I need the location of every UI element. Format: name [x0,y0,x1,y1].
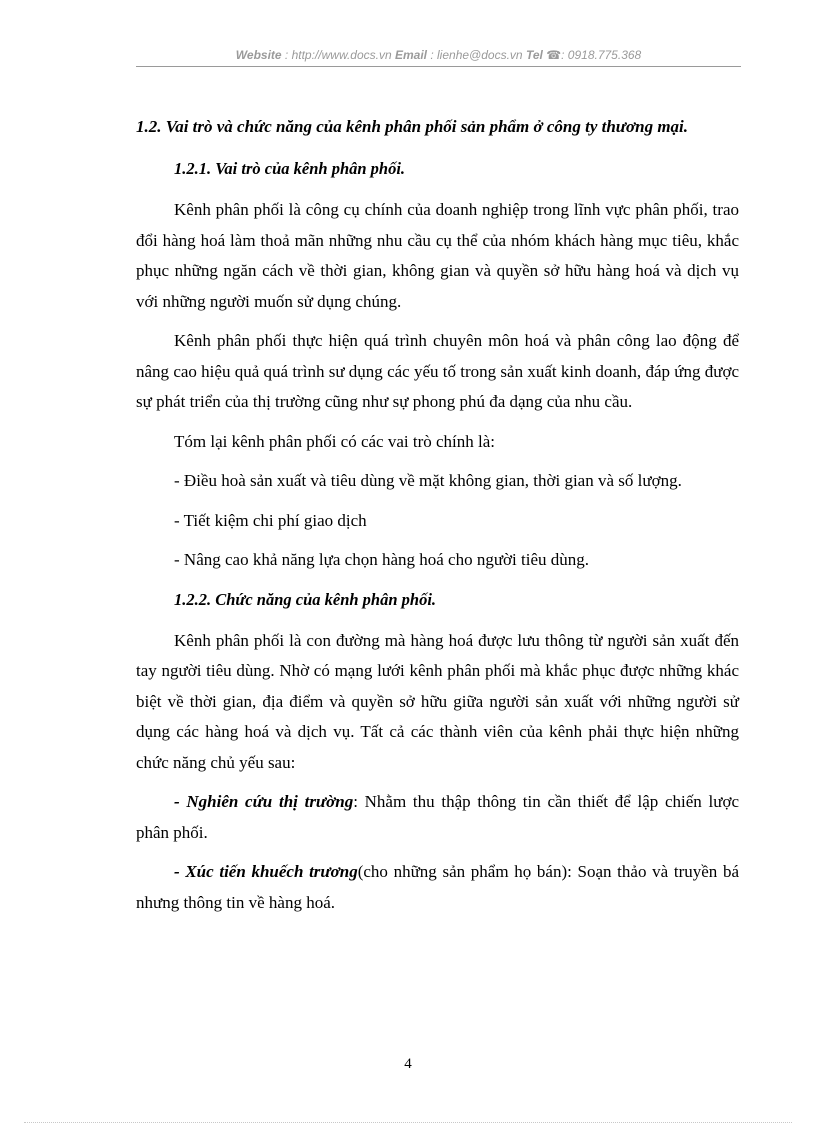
function-item [136,787,739,848]
function-text: (cho những sản phẩm họ bán): Soạn thảo và truyền bá nhưng thông tin về hàng hoá. [136,862,739,912]
bullet-item: - Điều hoà sản xuất và tiêu dùng về mặt không gian, thời gian và số lượng. [174,471,682,490]
paragraph: Kênh phân phối là con đường mà hàng hoá được lưu thông từ người sản xuất đến tay người tiêu dùng. Nhờ có mạng lưới kênh phân phối mà khắc phục được những khác biệt về thời gian, địa điểm và quyền sở hữu giữa người sản xuất với những người sử dụng các hàng hoá và dịch vụ. Tất cả các thành viên của kênh phải thực hiện những chức năng chủ yếu sau: [136,630,739,772]
page-number: 4 [404,1056,412,1072]
page-header [136,48,741,62]
function-item [136,857,739,918]
website-label: Website [235,48,282,62]
email-link[interactable]: lienhe@docs.vn [437,48,523,62]
email-label: Email [394,48,427,62]
website-link[interactable]: http://www.docs.vn [291,48,392,62]
website-separator: : [281,48,292,62]
section-heading-roles: 1.2.1. Vai trò của kênh phân phối. [174,159,406,178]
paragraph: Kênh phân phối thực hiện quá trình chuyên môn hoá và phân công lao động để nâng cao hiệu quả quá trình sư dụng các yếu tố trong sản xuất kinh doanh, đáp ứng được sự phát triển của thị trường cũng như sự phong phú đa dạng của nhu cầu. [136,331,739,411]
paragraph: Tóm lại kênh phân phối có các vai trò chính là: [174,431,496,451]
function-text: : Nhằm thu thập thông tin cần thiết để lập chiến lược phân phối. [136,792,739,842]
tel-value: : 0918.775.368 [561,48,642,62]
phone-icon: ☎ [546,48,562,62]
section-heading-functions: 1.2.2. Chức năng của kênh phân phối. [174,589,437,609]
paragraph: Kênh phân phối là công cụ chính của doanh nghiệp trong lĩnh vực phân phối, trao đổi hàng hoá làm thoả mãn những nhu cầu cụ thể của nhóm khách hàng mục tiêu, khắc phục những ngăn cách về thời gian, không gian và quyền sở hữu hàng hoá và dịch vụ với những người muốn sử dụng chúng. [136,200,739,311]
tel-label: Tel [525,48,543,62]
email-separator: : [427,48,438,62]
function-label: - Nghiên cứu thị trường [174,792,354,811]
bullet-item: - Tiết kiệm chi phí giao dịch [174,510,367,530]
bullet-item: - Nâng cao khả năng lựa chọn hàng hoá cho người tiêu dùng. [174,550,589,569]
document-body [136,112,739,927]
header-divider [136,66,741,67]
main-heading: 1.2. Vai trò và chức năng của kênh phân phối sản phẩm ở công ty thương mại. [136,117,689,136]
function-label: - Xúc tiến khuếch trương [174,862,358,881]
